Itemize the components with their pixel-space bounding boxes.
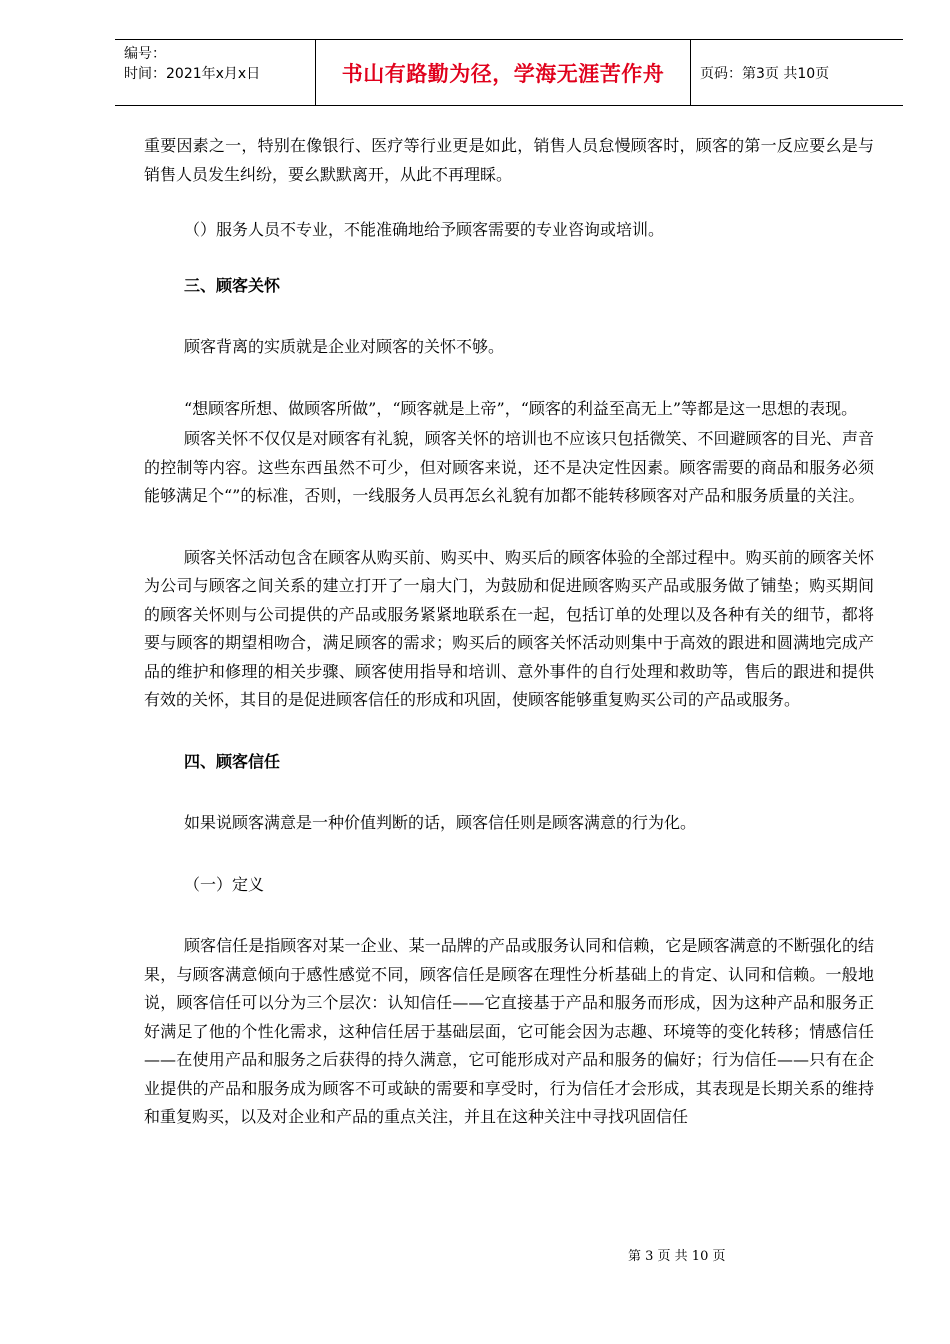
paragraph-care-beyond-courtesy: 顾客关怀不仅仅是对顾客有礼貌，顾客关怀的培训也不应该只包括微笑、不回避顾客的目光、声音的控制等内容。这些东西虽然不可少，但对顾客来说，还不是决定性因素。顾客需要的商品和服务必须能够满足个“”的标准，否则，一线服务人员再怎幺礼貌有加都不能转移顾客对产品和服务质量的关注。 (144, 429, 874, 505)
paragraph-continued: 重要因素之一，特别在像银行、医疗等行业更是如此，销售人员怠慢顾客时，顾客的第一反应要幺是与销售人员发生纠纷，要幺默默离开，从此不再理睬。 (144, 136, 874, 184)
document-code-label: 编号： (124, 46, 166, 62)
header-page-info: 页码：第3页 共10页 (700, 65, 830, 82)
header-page-cell (691, 40, 903, 105)
section-heading-customer-care: 三、顾客关怀 (184, 275, 281, 295)
paragraph-care-slogans: “想顾客所想、做顾客所做”，“顾客就是上帝”，“顾客的利益至高无上”等都是这一思想的表现。 (184, 398, 858, 418)
section-heading-customer-trust: 四、顾客信任 (184, 751, 281, 771)
paragraph-care-process: 顾客关怀活动包含在顾客从购买前、购买中、购买后的顾客体验的全部过程中。购买前的顾客关怀为公司与顾客之间关系的建立打开了一扇大门，为鼓励和促进顾客购买产品或服务做了铺垫；购买期间的顾客关怀则与公司提供的产品或服务紧紧地联系在一起，包括订单的处理以及各种有关的细节，都将要与顾客的期望相吻合，满足顾客的需求；购买后的顾客关怀活动则集中于高效的跟进和圆满地完成产品的维护和修理的相关步骤、顾客使用指导和培训、意外事件的自行处理和救助等，售后的跟进和提供有效的关怀，其目的是促进顾客信任的形成和巩固，使顾客能够重复购买公司的产品或服务。 (144, 547, 874, 709)
document-time-label: 时间：2021年x月x日 (124, 66, 261, 82)
paragraph-trust-definition: 顾客信任是指顾客对某一企业、某一品牌的产品或服务认同和信赖，它是顾客满意的不断强化的结果，与顾客满意倾向于感性感觉不同，顾客信任是顾客在理性分析基础上的肯定、认同和信赖。一般地说，顾客信任可以分为三个层次：认知信任——它直接基于产品和服务而形成，因为这种产品和服务正好满足了他的个性化需求，这种信任居于基础层面，它可能会因为志趣、环境等的变化转移；情感信任——在使用产品和服务之后获得的持久满意，它可能形成对产品和服务的偏好；行为信任——只有在企业提供的产品和服务成为顾客不可或缺的需要和享受时，行为信任才会形成，其表现是长期关系的维持和重复购买，以及对企业和产品的重点关注，并且在这种关注中寻找巩固信任 (144, 936, 874, 1126)
page-footer: 第 3 页 共 10 页 (628, 1249, 726, 1264)
header-motto-cell (316, 40, 691, 105)
paragraph-unprofessional-staff: （）服务人员不专业，不能准确地给予顾客需要的专业咨询或培训。 (184, 220, 665, 239)
header-meta-cell (115, 40, 316, 105)
paragraph-trust-intro: 如果说顾客满意是一种价值判断的话，顾客信任则是顾客满意的行为化。 (184, 813, 697, 832)
document-header (115, 39, 903, 106)
paragraph-care-essence: 顾客背离的实质就是企业对顾客的关怀不够。 (184, 337, 505, 356)
header-motto: 书山有路勤为径，学海无涯苦作舟 (341, 60, 665, 86)
subheading-definition: （一）定义 (184, 874, 265, 894)
document-body (144, 132, 874, 1132)
